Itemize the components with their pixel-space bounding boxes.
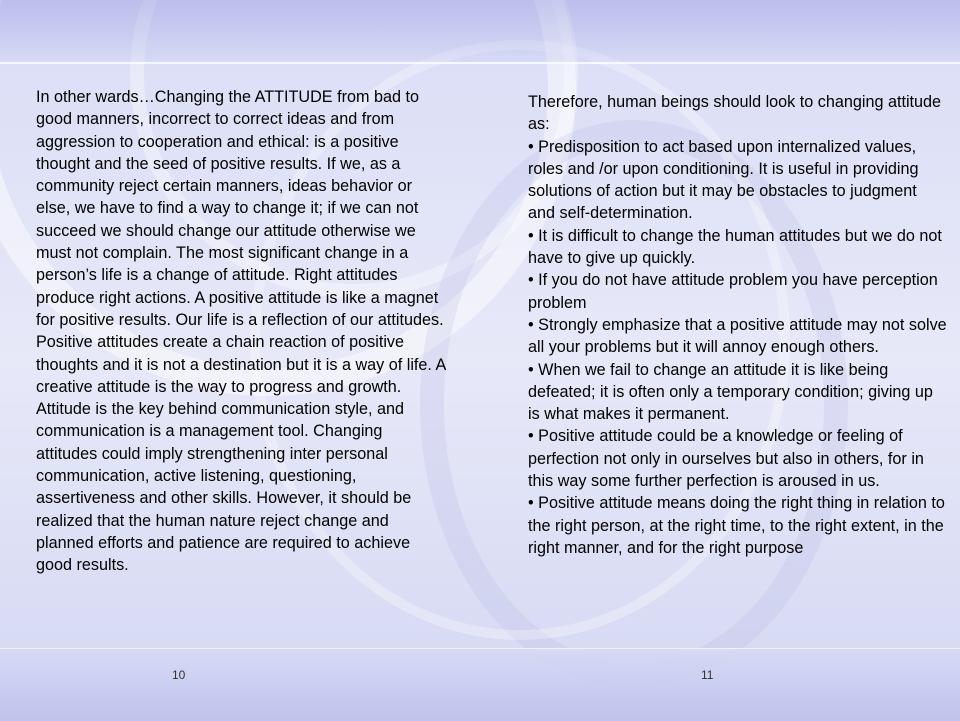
right-page-body (528, 91, 948, 559)
bullet-item: • It is difficult to change the human attitudes but we do not have to give up quickly. (528, 226, 942, 268)
bullet-item: • Predisposition to act based upon internalized values, roles and /or upon conditioning. It is useful in providing solutions of action but it may be obstacles to judgment and self-determination. (528, 137, 919, 223)
right-page-intro: Therefore, human beings should look to changing attitude as: (528, 93, 942, 134)
footer-band (0, 648, 960, 721)
bullet-item: • Positive attitude could be a knowledge or feeling of perfection not only in ourselves but also in others, for in this way some further perfection is aroused in us. (528, 427, 924, 491)
bullet-item: • Positive attitude means doing the right thing in relation to the right person, at the right time, to the right extent, in the right manner, and for the right purpose (528, 494, 945, 557)
bullet-item: • If you do not have attitude problem you have perception problem (528, 271, 938, 312)
bullet-item: • Strongly emphasize that a positive attitude may not solve all your problems but it will annoy enough others. (528, 315, 947, 357)
bullet-item: • When we fail to change an attitude it is like being defeated; it is often only a temporary condition; giving up is what makes it permanent. (528, 360, 933, 424)
left-page-paragraph: In other wards…Changing the ATTITUDE from bad to good manners, incorrect to correct ideas and from aggression to cooperation and ethical: is a positive thought and the seed of positive results. If we, as a community reject certain manners, ideas behavior or else, we have to find a way to change it; if we can not succeed we should change our attitude otherwise we must not complain. The most significant change in a person’s life is a change of attitude. Right attitudes produce right actions. A positive attitude is like a magnet for positive results. Our life is a reflection of our attitudes. Positive attitudes create a chain reaction of positive thoughts and it is not a destination but it is a way of life. A creative attitude is the way to progress and growth. Attitude is the key behind communication style, and communication is a management tool. Changing attitudes could imply strengthening inter personal communication, active listening, questioning, assertiveness and other skills. However, it should be realized that the human nature reject change and planned efforts and patience are required to achieve good results. (36, 88, 446, 575)
left-page-number: 10 (172, 668, 186, 682)
right-page-number: 11 (701, 668, 714, 682)
header-band (0, 0, 960, 64)
left-page-body (36, 86, 446, 577)
